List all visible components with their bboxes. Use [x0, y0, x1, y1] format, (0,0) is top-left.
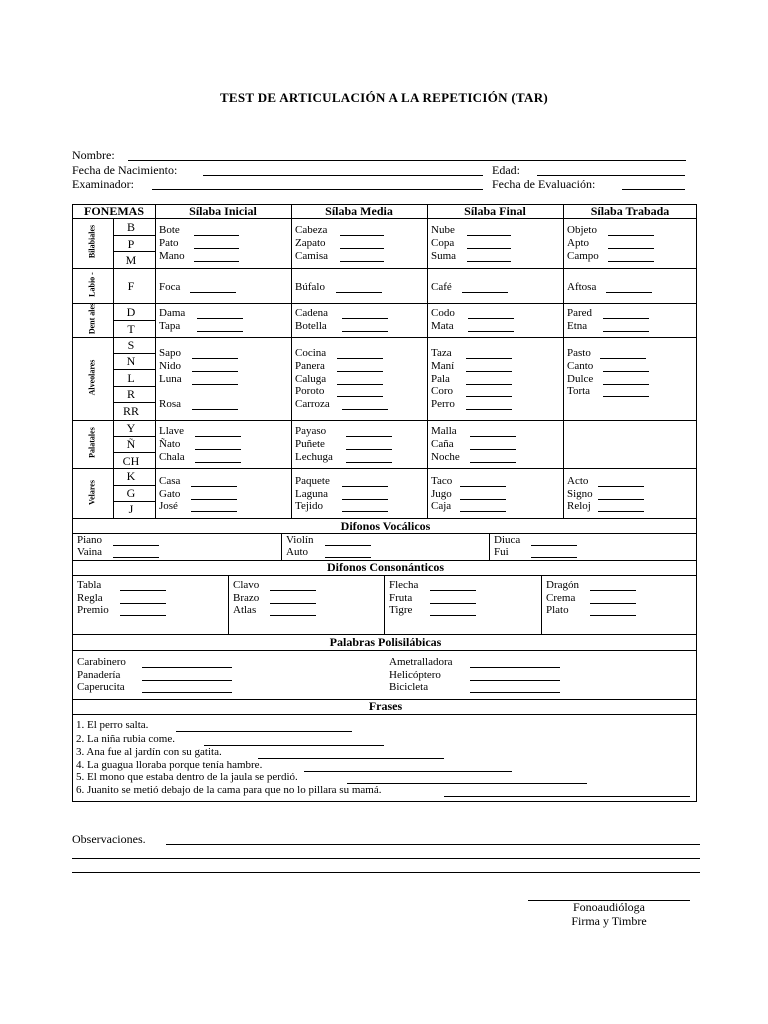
word-item: Helicóptero: [389, 669, 441, 681]
answer-blank[interactable]: [444, 796, 690, 797]
answer-blank[interactable]: [120, 590, 166, 591]
group-label-labiodentales: Labio -: [87, 272, 97, 297]
answer-blank[interactable]: [194, 235, 239, 236]
word-item: Panadería: [77, 669, 121, 681]
word-item: Pared: [567, 307, 593, 319]
observaciones-line-2[interactable]: [72, 858, 700, 859]
word-item: Payaso: [295, 425, 327, 437]
word-item: Torta: [567, 385, 591, 397]
answer-blank[interactable]: [608, 235, 654, 236]
answer-blank[interactable]: [258, 758, 444, 759]
word-item: Panera: [295, 360, 325, 372]
answer-blank[interactable]: [191, 486, 237, 487]
word-item: Noche: [431, 451, 460, 463]
answer-blank[interactable]: [470, 436, 516, 437]
word-item: Piano: [77, 534, 103, 546]
word-item: Signo: [567, 488, 593, 500]
phoneme-j: J: [128, 502, 134, 516]
section-heading-difonos-vocalicos: Difonos Vocálicos: [340, 519, 431, 533]
frase-item: 5. El mono que estaba dentro de la jaula se perdió.: [76, 771, 298, 783]
answer-blank[interactable]: [467, 248, 511, 249]
answer-blank[interactable]: [195, 449, 241, 450]
signature-role: Fonoaudióloga: [573, 900, 645, 914]
word-item: Carroza: [295, 398, 330, 410]
answer-blank[interactable]: [195, 436, 241, 437]
word-item: Café: [431, 281, 452, 293]
answer-blank[interactable]: [590, 603, 636, 604]
word-item: Malla: [431, 425, 457, 437]
phoneme-ch: CH: [122, 454, 140, 468]
word-item: Brazo: [233, 592, 260, 604]
answer-blank[interactable]: [340, 248, 384, 249]
answer-blank[interactable]: [590, 615, 636, 616]
answer-blank[interactable]: [194, 248, 239, 249]
answer-blank[interactable]: [470, 462, 516, 463]
answer-blank[interactable]: [470, 667, 560, 668]
answer-blank[interactable]: [606, 292, 652, 293]
word-item: Chala: [159, 451, 185, 463]
word-item: Aftosa: [567, 281, 597, 293]
word-item: Rosa: [159, 398, 181, 410]
word-item: Lechuga: [295, 451, 333, 463]
group-label-dentales: Dent ales: [87, 302, 97, 335]
answer-blank[interactable]: [325, 545, 371, 546]
phoneme-l: L: [127, 371, 135, 385]
word-item: Fui: [494, 546, 509, 558]
col-silaba-final: Sílaba Final: [464, 204, 526, 218]
word-item: Reloj: [567, 500, 591, 512]
word-item: Acto: [567, 475, 589, 487]
word-item: Botella: [295, 320, 327, 332]
answer-blank[interactable]: [466, 409, 512, 410]
answer-blank[interactable]: [430, 590, 476, 591]
answer-blank[interactable]: [337, 384, 383, 385]
word-item: Ñato: [159, 438, 181, 450]
answer-blank[interactable]: [197, 318, 243, 319]
word-item: Coro: [431, 385, 453, 397]
answer-blank[interactable]: [192, 358, 238, 359]
word-item: Nido: [159, 360, 181, 372]
answer-blank[interactable]: [337, 371, 383, 372]
edad-field[interactable]: [537, 175, 685, 176]
answer-blank[interactable]: [340, 235, 384, 236]
phoneme-d: D: [126, 305, 136, 319]
word-item: Vaina: [77, 546, 103, 558]
word-item: Mano: [159, 250, 185, 262]
fecha-nacimiento-field[interactable]: [203, 175, 483, 176]
answer-blank[interactable]: [190, 292, 236, 293]
observaciones-label: Observaciones.: [72, 832, 146, 846]
word-item: Atlas: [233, 604, 257, 616]
word-item: Tejido: [295, 500, 323, 512]
word-item: Caluga: [295, 373, 327, 385]
word-item: Carabinero: [77, 656, 126, 668]
phoneme-s: S: [127, 338, 135, 352]
answer-blank[interactable]: [120, 615, 166, 616]
answer-blank[interactable]: [342, 409, 388, 410]
nombre-label: Nombre:: [72, 148, 115, 162]
answer-blank[interactable]: [342, 331, 388, 332]
word-item: Bicicleta: [389, 681, 429, 693]
word-item: Canto: [567, 360, 594, 372]
word-item: José: [159, 500, 178, 512]
answer-blank[interactable]: [468, 331, 514, 332]
phoneme-f: F: [127, 279, 135, 293]
answer-blank[interactable]: [142, 667, 232, 668]
col-silaba-trabada: Sílaba Trabada: [590, 204, 670, 218]
answer-blank[interactable]: [192, 384, 238, 385]
fecha-evaluacion-label: Fecha de Evaluación:: [492, 177, 596, 191]
answer-blank[interactable]: [468, 318, 514, 319]
answer-blank[interactable]: [466, 384, 512, 385]
frase-item: 6. Juanito se metió debajo de la cama para que no lo pillara su mamá.: [76, 784, 382, 796]
answer-blank[interactable]: [342, 511, 388, 512]
answer-blank[interactable]: [270, 615, 316, 616]
group-label-alveolares: Alveolares: [87, 359, 97, 396]
word-item: Jugo: [431, 488, 452, 500]
phoneme-b: B: [126, 220, 135, 234]
word-item: Tigre: [389, 604, 413, 616]
answer-blank[interactable]: [204, 745, 384, 746]
section-heading-frases: Frases: [368, 699, 403, 713]
word-item: Plato: [546, 604, 569, 616]
word-item: Etna: [567, 320, 588, 332]
word-item: Flecha: [389, 579, 419, 591]
word-item: Premio: [77, 604, 109, 616]
word-item: Cadena: [295, 307, 328, 319]
answer-blank[interactable]: [337, 396, 383, 397]
word-item: Puñete: [295, 438, 325, 450]
answer-blank[interactable]: [430, 615, 476, 616]
phoneme-m: M: [125, 253, 137, 267]
phoneme-rr: RR: [122, 404, 139, 418]
answer-blank[interactable]: [531, 545, 577, 546]
answer-blank[interactable]: [342, 486, 388, 487]
fecha-nacimiento-label: Fecha de Nacimiento:: [72, 163, 178, 177]
answer-blank[interactable]: [470, 692, 560, 693]
answer-blank[interactable]: [176, 731, 352, 732]
answer-blank[interactable]: [346, 462, 392, 463]
answer-blank[interactable]: [195, 462, 241, 463]
answer-blank[interactable]: [598, 511, 644, 512]
phoneme-g: G: [126, 486, 136, 500]
word-item: Bote: [159, 224, 180, 236]
signature-caption: Firma y Timbre: [571, 914, 647, 928]
examinador-label: Examinador:: [72, 177, 134, 191]
word-item: Dama: [159, 307, 186, 319]
answer-blank[interactable]: [531, 557, 577, 558]
word-item: Objeto: [567, 224, 597, 236]
observaciones-line-3[interactable]: [72, 872, 700, 873]
answer-blank[interactable]: [608, 248, 654, 249]
word-item: Poroto: [295, 385, 325, 397]
phoneme-n: N: [126, 354, 136, 368]
frase-item: 1. El perro salta.: [76, 719, 149, 731]
word-item: Pala: [431, 373, 450, 385]
answer-blank[interactable]: [337, 358, 383, 359]
word-item: Codo: [431, 307, 455, 319]
section-heading-polisilabicas: Palabras Polisilábicas: [329, 635, 442, 649]
answer-blank[interactable]: [191, 499, 237, 500]
answer-blank[interactable]: [304, 771, 512, 772]
answer-blank[interactable]: [336, 292, 382, 293]
answer-blank[interactable]: [590, 590, 636, 591]
answer-blank[interactable]: [466, 396, 512, 397]
answer-blank[interactable]: [270, 603, 316, 604]
word-item: Fruta: [389, 592, 413, 604]
word-item: Foca: [159, 281, 181, 293]
answer-blank[interactable]: [346, 436, 392, 437]
word-item: Tabla: [77, 579, 102, 591]
word-item: Clavo: [233, 579, 260, 591]
word-item: Pato: [159, 237, 179, 249]
answer-blank[interactable]: [192, 409, 238, 410]
word-item: Dulce: [567, 373, 594, 385]
phoneme-r: R: [126, 387, 135, 401]
answer-blank[interactable]: [462, 292, 508, 293]
answer-blank[interactable]: [347, 783, 587, 784]
nombre-field[interactable]: [128, 160, 686, 161]
word-item: Crema: [546, 592, 576, 604]
answer-blank[interactable]: [470, 680, 560, 681]
examinador-field[interactable]: [152, 189, 483, 190]
word-item: Zapato: [295, 237, 326, 249]
word-item: Sapo: [159, 347, 181, 359]
word-item: Cocina: [295, 347, 327, 359]
phoneme-k: K: [126, 469, 136, 483]
answer-blank[interactable]: [197, 331, 243, 332]
answer-blank[interactable]: [608, 261, 654, 262]
answer-blank[interactable]: [346, 449, 392, 450]
word-item: Dragón: [546, 579, 579, 591]
answer-blank[interactable]: [270, 590, 316, 591]
word-item: Nube: [431, 224, 455, 236]
col-silaba-media: Sílaba Media: [325, 204, 393, 218]
word-item: Ametralladora: [389, 656, 453, 668]
word-item: Camisa: [295, 250, 328, 262]
answer-blank[interactable]: [460, 499, 506, 500]
word-item: Violín: [286, 534, 314, 546]
word-item: Caña: [431, 438, 454, 450]
phoneme-y: Y: [126, 421, 136, 435]
answer-blank[interactable]: [603, 396, 649, 397]
answer-blank[interactable]: [142, 680, 232, 681]
frase-item: 3. Ana fue al jardín con su gatita.: [76, 746, 222, 758]
word-item: Luna: [159, 373, 182, 385]
word-item: Caperucita: [77, 681, 125, 693]
answer-blank[interactable]: [466, 371, 512, 372]
edad-label: Edad:: [492, 163, 520, 177]
frase-item: 4. La guagua lloraba porque tenía hambre.: [76, 759, 263, 771]
answer-blank[interactable]: [325, 557, 371, 558]
col-fonemas: FONEMAS: [84, 204, 144, 218]
answer-blank[interactable]: [191, 511, 237, 512]
answer-blank[interactable]: [342, 499, 388, 500]
phoneme-t: T: [127, 322, 135, 336]
col-silaba-inicial: Sílaba Inicial: [189, 204, 257, 218]
word-item: Paquete: [295, 475, 330, 487]
word-item: Suma: [431, 250, 457, 262]
word-item: Caja: [431, 500, 452, 512]
answer-blank[interactable]: [603, 331, 649, 332]
word-item: Taco: [431, 475, 453, 487]
word-item: Regla: [77, 592, 103, 604]
word-item: Perro: [431, 398, 455, 410]
answer-blank[interactable]: [467, 235, 511, 236]
answer-blank[interactable]: [430, 603, 476, 604]
word-item: Mata: [431, 320, 454, 332]
answer-blank[interactable]: [340, 261, 384, 262]
answer-blank[interactable]: [470, 449, 516, 450]
frase-item: 2. La niña rubia come.: [76, 733, 175, 745]
word-item: Diuca: [494, 534, 521, 546]
answer-blank[interactable]: [460, 486, 506, 487]
answer-blank[interactable]: [342, 318, 388, 319]
answer-blank[interactable]: [460, 511, 506, 512]
answer-blank[interactable]: [466, 358, 512, 359]
word-item: Laguna: [295, 488, 328, 500]
word-item: Copa: [431, 237, 455, 249]
word-item: Casa: [159, 475, 181, 487]
answer-blank[interactable]: [598, 486, 644, 487]
word-item: Gato: [159, 488, 181, 500]
answer-blank[interactable]: [113, 545, 159, 546]
group-label-velares: Velares: [87, 480, 97, 505]
answer-blank[interactable]: [467, 261, 511, 262]
section-heading-difonos-consonanticos: Difonos Consonánticos: [326, 560, 445, 574]
answer-blank[interactable]: [603, 384, 649, 385]
answer-blank[interactable]: [142, 692, 232, 693]
answer-blank[interactable]: [598, 499, 644, 500]
word-item: Pasto: [567, 347, 591, 359]
word-item: Tapa: [159, 320, 181, 332]
page-title: TEST DE ARTICULACIÓN A LA REPETICIÓN (TAR): [219, 90, 549, 105]
group-label-bilabiales: Bilabiales: [87, 224, 97, 259]
answer-blank[interactable]: [194, 261, 239, 262]
answer-blank[interactable]: [603, 371, 649, 372]
fecha-evaluacion-field[interactable]: [622, 189, 685, 190]
word-item: Llave: [159, 425, 185, 437]
word-item: Cabeza: [295, 224, 328, 236]
phoneme-p: P: [127, 237, 135, 251]
phoneme-enye: Ñ: [126, 437, 136, 451]
group-label-palatales: Palatales: [87, 427, 97, 458]
answer-blank[interactable]: [192, 371, 238, 372]
observaciones-line-1[interactable]: [166, 844, 700, 845]
answer-blank[interactable]: [113, 557, 159, 558]
word-item: Maní: [431, 360, 455, 372]
word-item: Búfalo: [295, 281, 325, 293]
answer-blank[interactable]: [603, 318, 649, 319]
word-item: Auto: [286, 546, 308, 558]
word-item: Taza: [431, 347, 452, 359]
answer-blank[interactable]: [120, 603, 166, 604]
answer-blank[interactable]: [600, 358, 646, 359]
word-item: Apto: [567, 237, 589, 249]
word-item: Campo: [567, 250, 599, 262]
